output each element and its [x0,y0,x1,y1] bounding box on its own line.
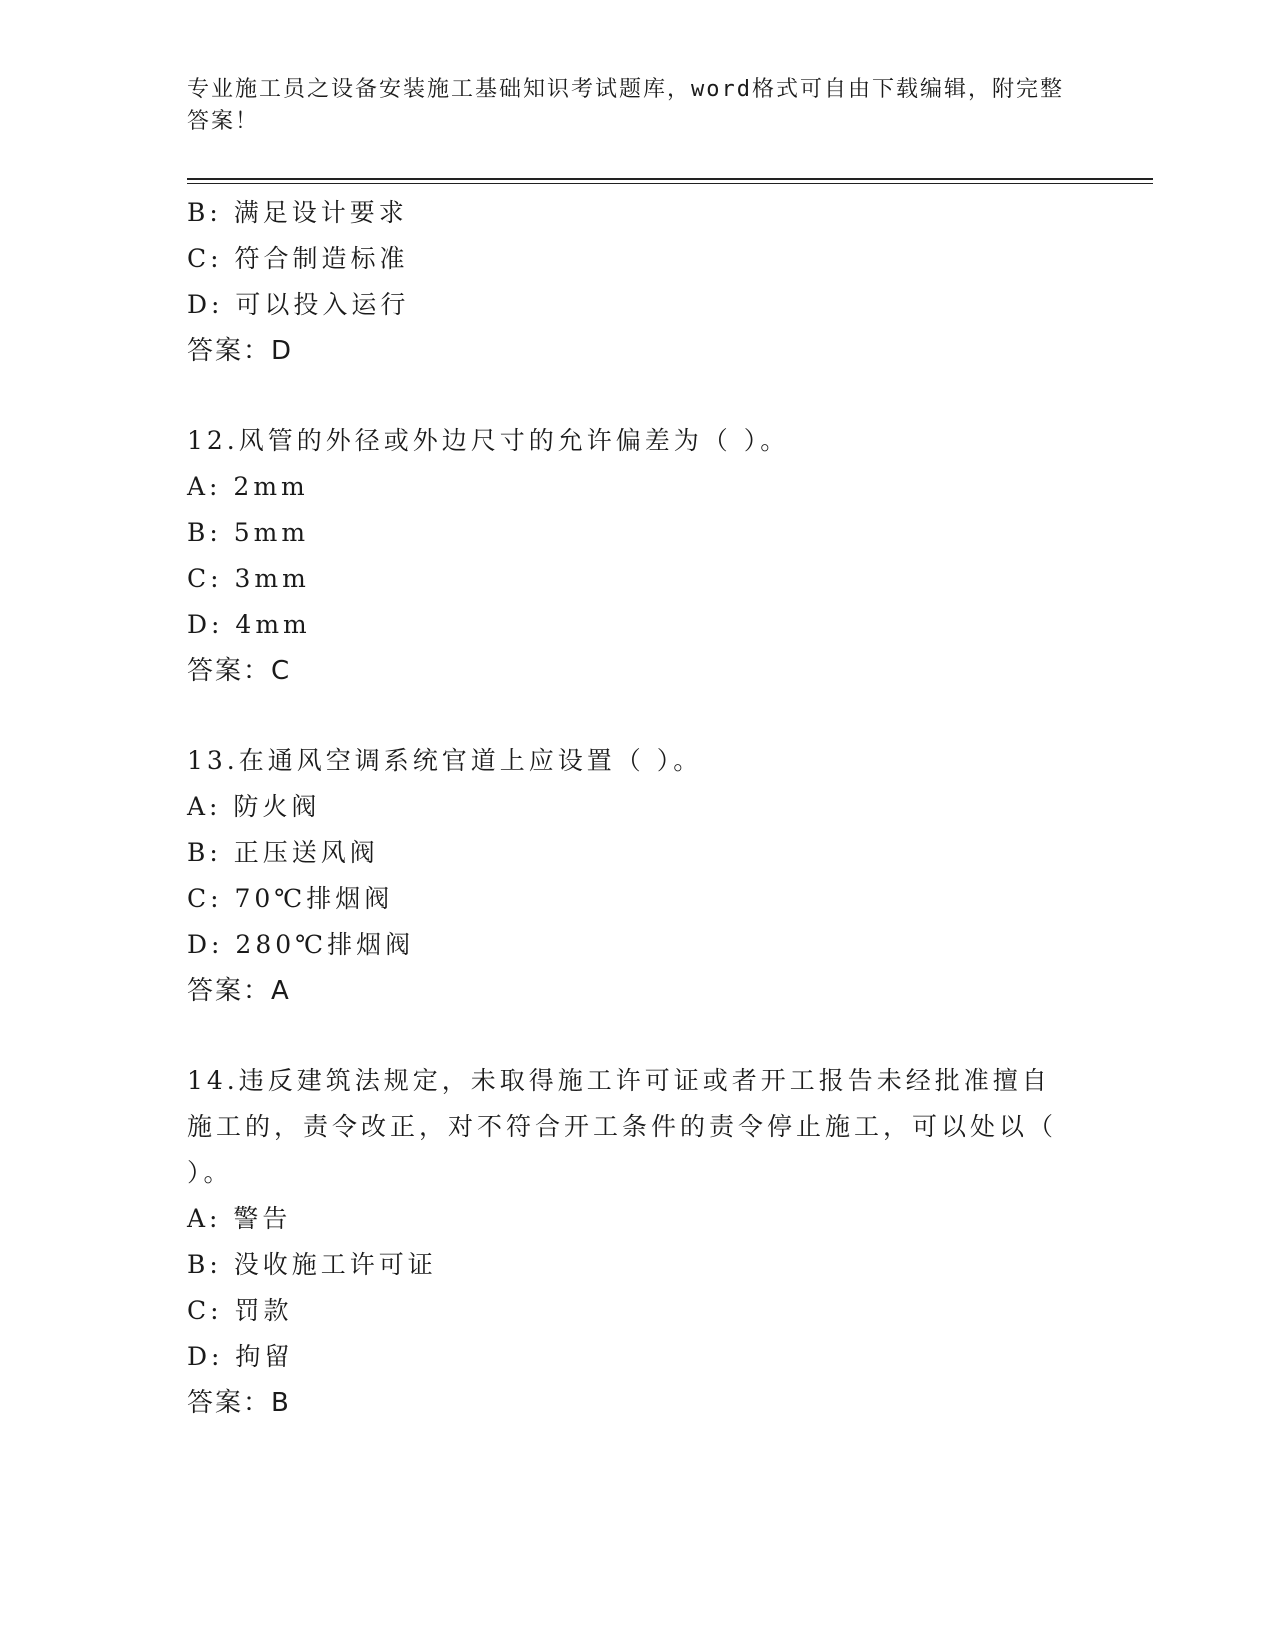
question-13-text: 13.在通风空调系统官道上应设置（ ）。 [187,746,703,775]
option-a: A: 防火阀 [187,792,321,821]
header-rule-thin [187,183,1153,184]
answer-line: 答案：D [187,336,294,366]
option-b: B: 5mm [187,518,310,547]
option-b: B: 没收施工许可证 [187,1250,437,1279]
answer-line: 答案：B [187,1388,291,1418]
answer-line: 答案：C [187,656,292,686]
option-c: C: 符合制造标准 [187,244,409,273]
option-d: D: 可以投入运行 [187,290,410,319]
spacer [187,694,1087,738]
option-a: A: 警告 [187,1204,292,1233]
option-a: A: 2mm [187,472,309,501]
option-b: B: 正压送风阀 [187,838,379,867]
spacer [187,1014,1087,1058]
question-12-text: 12.风管的外径或外边尺寸的允许偏差为（ ）。 [187,426,790,455]
option-d: D: 280℃排烟阀 [187,930,415,959]
prev-question-block [187,190,1087,374]
spacer [187,374,1087,418]
header-rule-thick [187,178,1153,180]
option-b: B: 满足设计要求 [187,198,408,227]
option-d: D: 4mm [187,610,311,639]
option-c: C: 3mm [187,564,310,593]
question-14-block [187,1058,1087,1426]
option-c: C: 罚款 [187,1296,293,1325]
option-d: D: 拘留 [187,1342,294,1371]
question-14-text: 14.违反建筑法规定，未取得施工许可证或者开工报告未经批准擅自施工的，责令改正，对不符合开工条件的责令停止施工，可以处以（ ）。 [187,1066,1058,1187]
document-body [187,190,1087,1426]
question-13-block [187,738,1087,1014]
option-c: C: 70℃排烟阀 [187,884,394,913]
answer-line: 答案：A [187,976,291,1006]
question-12-block [187,418,1087,694]
document-header: 专业施工员之设备安装施工基础知识考试题库，word格式可自由下载编辑，附完整答案！ [187,77,1064,134]
